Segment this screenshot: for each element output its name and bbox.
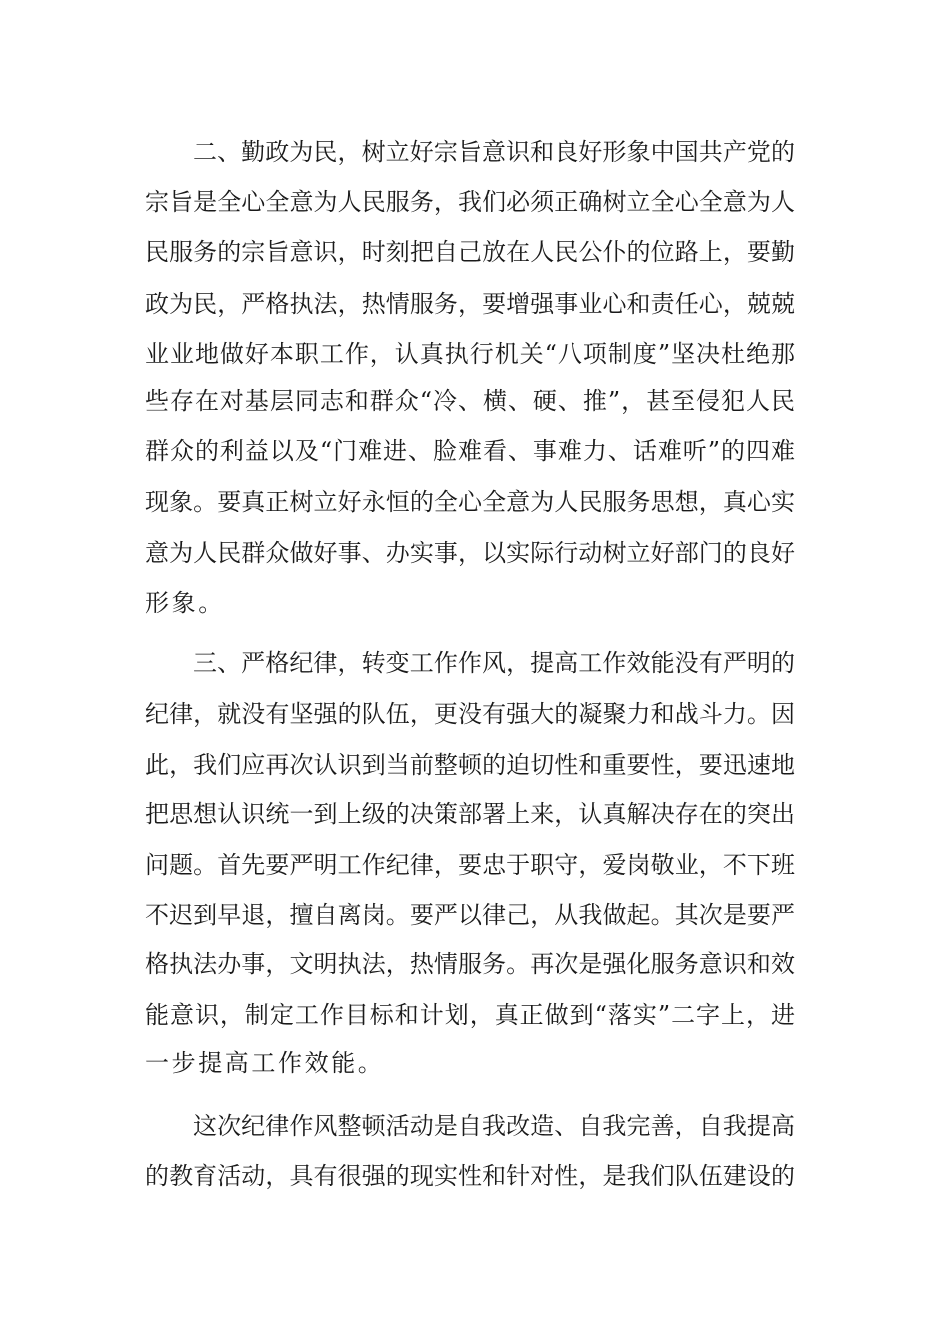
paragraph-section-three-line-2: 纪律，就没有坚强的队伍，更没有强大的凝聚力和战斗力。因: [145, 700, 795, 728]
paragraph-section-three-line-3: 此，我们应再次认识到当前整顿的迫切性和重要性，要迅速地: [145, 751, 795, 779]
paragraph-section-two-line-10: 形象。: [145, 589, 225, 617]
paragraph-section-three-line-8: 能意识，制定工作目标和计划，真正做到“落实”二字上，进: [145, 1001, 795, 1029]
paragraph-section-two-line-3: 民服务的宗旨意识，时刻把自己放在人民公仆的位路上，要勤: [145, 238, 795, 266]
paragraph-section-two-line-1: 二、勤政为民，树立好宗旨意识和良好形象中国共产党的: [193, 138, 795, 166]
paragraph-section-three-line-6: 不迟到早退，擅自离岗。要严以律己，从我做起。其次是要严: [145, 901, 795, 929]
paragraph-section-two-line-8: 现象。要真正树立好永恒的全心全意为人民服务思想，真心实: [145, 488, 795, 516]
paragraph-section-two-line-6: 些存在对基层同志和群众“冷、横、硬、推”，甚至侵犯人民: [145, 387, 795, 415]
paragraph-section-three-line-5: 问题。首先要严明工作纪律，要忠于职守，爱岗敬业，不下班: [145, 851, 795, 879]
paragraph-section-three-line-4: 把思想认识统一到上级的决策部署上来，认真解决存在的突出: [145, 800, 795, 828]
paragraph-section-two-line-9: 意为人民群众做好事、办实事，以实际行动树立好部门的良好: [145, 539, 795, 567]
paragraph-section-three-line-7: 格执法办事，文明执法，热情服务。再次是强化服务意识和效: [145, 950, 795, 978]
paragraph-section-three-line-9: 一步提高工作效能。: [145, 1049, 385, 1077]
paragraph-section-three-line-1: 三、严格纪律，转变工作作风，提高工作效能没有严明的: [193, 649, 795, 677]
paragraph-closing-line-2: 的教育活动，具有很强的现实性和针对性，是我们队伍建设的: [145, 1162, 795, 1190]
paragraph-section-two-line-2: 宗旨是全心全意为人民服务，我们必须正确树立全心全意为人: [145, 188, 795, 216]
paragraph-section-two-line-7: 群众的利益以及“门难进、脸难看、事难力、话难听”的四难: [145, 437, 795, 465]
paragraph-closing-line-1: 这次纪律作风整顿活动是自我改造、自我完善，自我提高: [193, 1112, 795, 1140]
paragraph-section-two-line-4: 政为民，严格执法，热情服务，要增强事业心和责任心，兢兢: [145, 290, 795, 318]
paragraph-section-two-line-5: 业业地做好本职工作，认真执行机关“八项制度”坚决杜绝那: [145, 340, 795, 368]
